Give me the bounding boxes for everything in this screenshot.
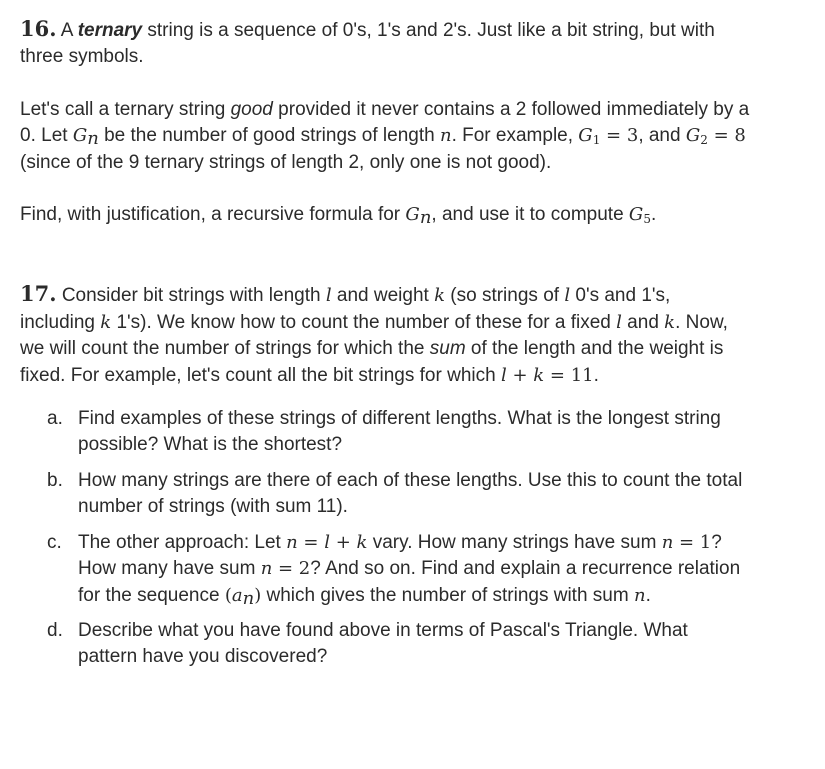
math-eq-2: = 2	[272, 558, 311, 580]
subpart-marker: c.	[47, 531, 62, 553]
math-sub-5: 5	[643, 212, 651, 227]
text: of the length and the weight is fixed. For example, let's count all the bit strings for which	[20, 338, 724, 386]
text: , and	[638, 125, 686, 147]
text: ? And so on. Find and explain a recurrence relation for the sequence	[78, 558, 741, 606]
text: be the number of good strings of length	[98, 125, 440, 147]
text: The other approach: Let	[78, 531, 287, 553]
text: (since of the 9 ternary strings of length 2, only one is not good).	[20, 151, 552, 173]
text: ? How many have sum	[78, 531, 722, 580]
text: and weight	[331, 285, 435, 307]
math-plus: +	[506, 364, 534, 386]
sum-term: sum	[429, 338, 466, 360]
math-n: n	[633, 584, 646, 606]
subpart-text: Describe what you have found above in terms of Pascal's Triangle. What pattern have you discovered?	[78, 619, 688, 668]
math-eq-11: = 11	[544, 364, 594, 386]
subpart-d	[20, 618, 750, 671]
math-plus: +	[329, 531, 357, 553]
math-l: l	[616, 311, 622, 333]
text: 0's and 1's, including	[20, 285, 671, 333]
math-G: G	[685, 125, 701, 147]
math-G: G	[405, 204, 420, 226]
math-eq-3: = 3	[600, 125, 639, 147]
math-sub-n: n	[419, 207, 432, 229]
text: 1's). We know how to count the number of these for a fixed	[111, 311, 617, 333]
text: Find, with justification, a recursive formula for	[20, 204, 406, 226]
text: Let's call a ternary string	[20, 98, 231, 120]
math-l: l	[500, 364, 507, 386]
text: , and use it to compute	[431, 204, 629, 226]
text: A	[60, 20, 78, 41]
math-n: n	[286, 531, 298, 553]
math-sub-n: n	[87, 128, 99, 150]
math-lparen: (	[224, 584, 232, 606]
text: string is a sequence of 0's, 1's and 2's. Just like a bit string, but with three symbols.	[20, 20, 715, 68]
math-k: k	[356, 531, 368, 553]
math-eq: =	[297, 531, 325, 553]
subpart-c	[20, 530, 750, 609]
ternary-term: ternary	[77, 20, 143, 41]
text: . For example,	[451, 125, 579, 147]
text: provided it never contains a 2 followed immediately by a 0. Let	[20, 98, 750, 147]
math-n: n	[661, 531, 674, 553]
math-n: n	[260, 558, 273, 580]
math-G: G	[72, 125, 88, 147]
subpart-marker: b.	[47, 469, 63, 491]
problem-17-number: 17.	[20, 281, 57, 307]
text: (so strings of	[445, 285, 565, 307]
subpart-text: How many strings are there of each of these lengths. Use this to count the total number of strings (with sum 11).	[78, 469, 743, 518]
subpart-b	[20, 468, 750, 521]
text: .	[593, 364, 599, 386]
math-l: l	[324, 531, 330, 553]
problem-16-number: 16.	[20, 16, 57, 41]
problem-17-intro	[20, 281, 750, 389]
math-G: G	[628, 204, 644, 226]
subpart-marker: a.	[47, 408, 63, 430]
text: .	[650, 204, 657, 226]
text: which gives the number of strings with sum	[261, 584, 634, 606]
text: Consider bit strings with length	[56, 285, 326, 307]
text: .	[645, 584, 651, 606]
problem-16-definition	[20, 97, 750, 176]
exercise-page	[20, 16, 750, 671]
math-rparen: )	[254, 584, 262, 606]
math-k: k	[100, 311, 112, 333]
math-eq-8: = 8	[707, 125, 746, 147]
math-n: n	[439, 125, 452, 147]
math-sub-1: 1	[592, 133, 601, 148]
math-k: k	[664, 311, 676, 333]
math-l: l	[325, 285, 332, 307]
math-G: G	[578, 125, 593, 147]
math-l: l	[564, 285, 571, 307]
math-k: k	[434, 285, 445, 307]
good-term: good	[230, 98, 273, 120]
text: . Now, we will count the number of strings for which the	[20, 311, 728, 360]
subpart-a	[20, 406, 750, 459]
math-k: k	[533, 364, 545, 386]
math-a: a	[231, 584, 243, 606]
math-sub-n: n	[242, 587, 255, 609]
text: and	[621, 311, 665, 333]
subpart-text: Find examples of these strings of different lengths. What is the longest string possible? What is the shortest?	[78, 408, 721, 456]
problem-17-subparts	[20, 406, 750, 671]
math-sub-2: 2	[700, 133, 708, 148]
math-eq-1: = 1	[673, 531, 712, 553]
problem-16-task	[20, 202, 750, 228]
text: vary. How many strings have sum	[367, 531, 662, 553]
subpart-marker: d.	[47, 619, 63, 641]
problem-16-intro	[20, 16, 750, 71]
